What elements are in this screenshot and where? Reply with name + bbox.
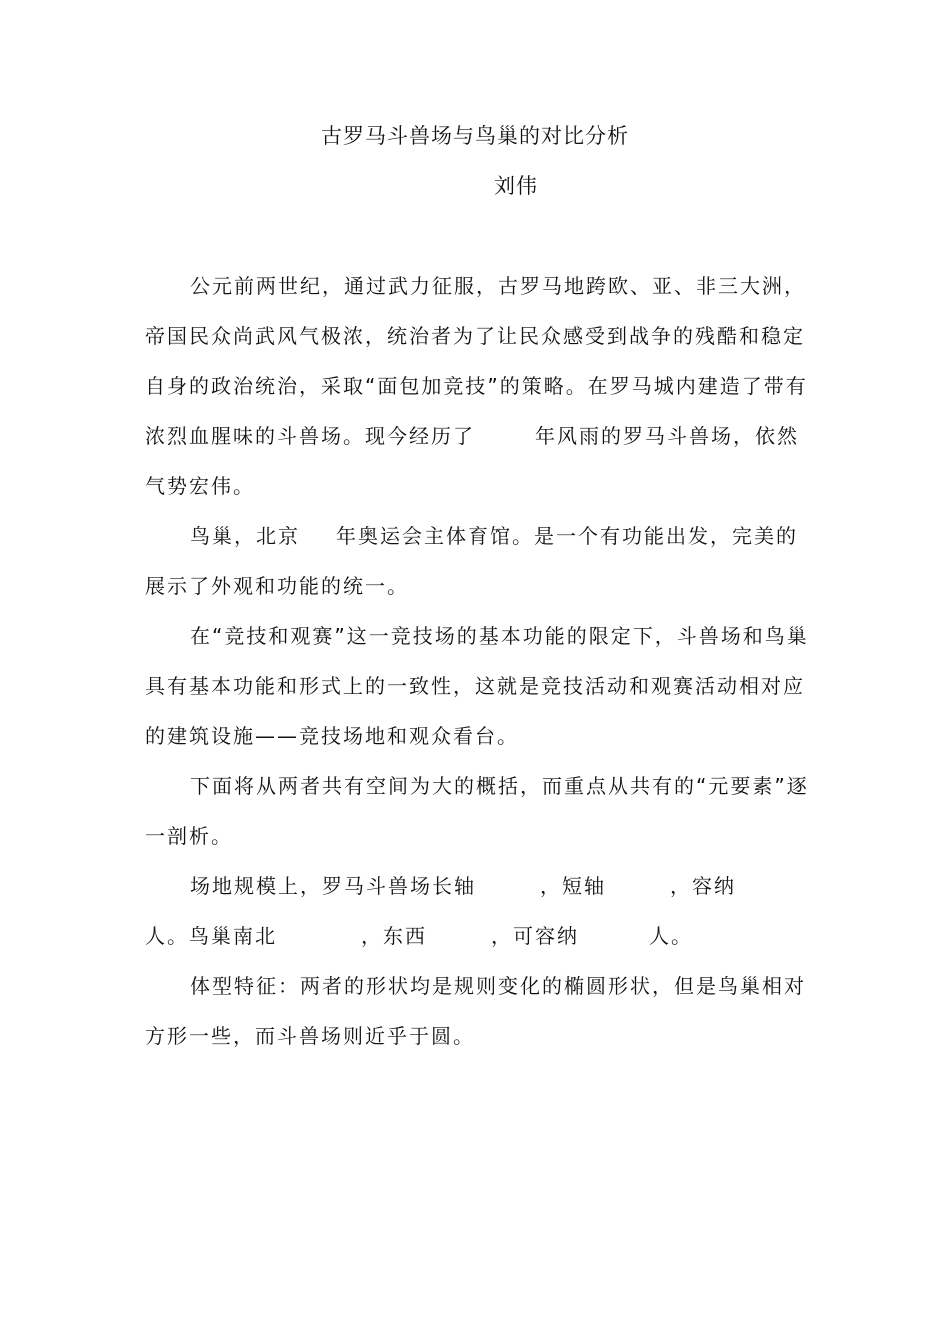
line-segment: 鸟巢，北京 <box>190 524 300 548</box>
line-segment: ，短轴 <box>540 874 606 898</box>
line-segment: 场地规模上，罗马斗兽场长轴 <box>190 874 476 898</box>
line-segment: 年风雨的罗马斗兽场，依然 <box>535 424 799 448</box>
paragraph-line: 下面将从两者共有空间为大的概括，而重点从共有的“元要素”逐 <box>190 774 809 798</box>
paragraph-line: 体型特征：两者的形状均是规则变化的椭圆形状，但是鸟巢相对 <box>190 974 806 998</box>
document-title: 古罗马斗兽场与鸟巢的对比分析 <box>321 124 629 148</box>
paragraph-line: 气势宏伟。 <box>145 474 255 498</box>
line-segment: ，东西 <box>361 924 427 948</box>
paragraph-line: 展示了外观和功能的统一。 <box>145 574 409 598</box>
line-segment: 人。鸟巢南北 <box>145 924 277 948</box>
paragraph-line: 方形一些，而斗兽场则近乎于圆。 <box>145 1024 475 1048</box>
line-segment: 人。 <box>649 924 693 948</box>
line-segment: ，可容纳 <box>491 924 579 948</box>
paragraph-line: 的建筑设施——竞技场地和观众看台。 <box>145 724 519 748</box>
line-segment: ，容纳 <box>670 874 736 898</box>
paragraph-line <box>190 872 736 900</box>
paragraph-line: 在“竞技和观赛”这一竞技场的基本功能的限定下，斗兽场和鸟巢 <box>190 624 809 648</box>
document-author: 刘伟 <box>494 174 538 198</box>
paragraph-line <box>190 522 798 550</box>
paragraph-line <box>145 922 693 950</box>
paragraph-line: 自身的政治统治，采取“面包加竞技”的策略。在罗马城内建造了带有 <box>145 374 808 398</box>
line-segment: 年奥运会主体育馆。是一个有功能出发，完美的 <box>336 524 798 548</box>
paragraph-line: 具有基本功能和形式上的一致性，这就是竞技活动和观赛活动相对应 <box>145 674 805 698</box>
paragraph-line <box>145 422 799 450</box>
line-segment: 浓烈血腥味的斗兽场。现今经历了 <box>145 424 475 448</box>
paragraph-line: 帝国民众尚武风气极浓，统治者为了让民众感受到战争的残酷和稳定 <box>145 324 805 348</box>
paragraph-line: 公元前两世纪，通过武力征服，古罗马地跨欧、亚、非三大洲， <box>190 274 806 298</box>
paragraph-line: 一剖析。 <box>145 824 233 848</box>
